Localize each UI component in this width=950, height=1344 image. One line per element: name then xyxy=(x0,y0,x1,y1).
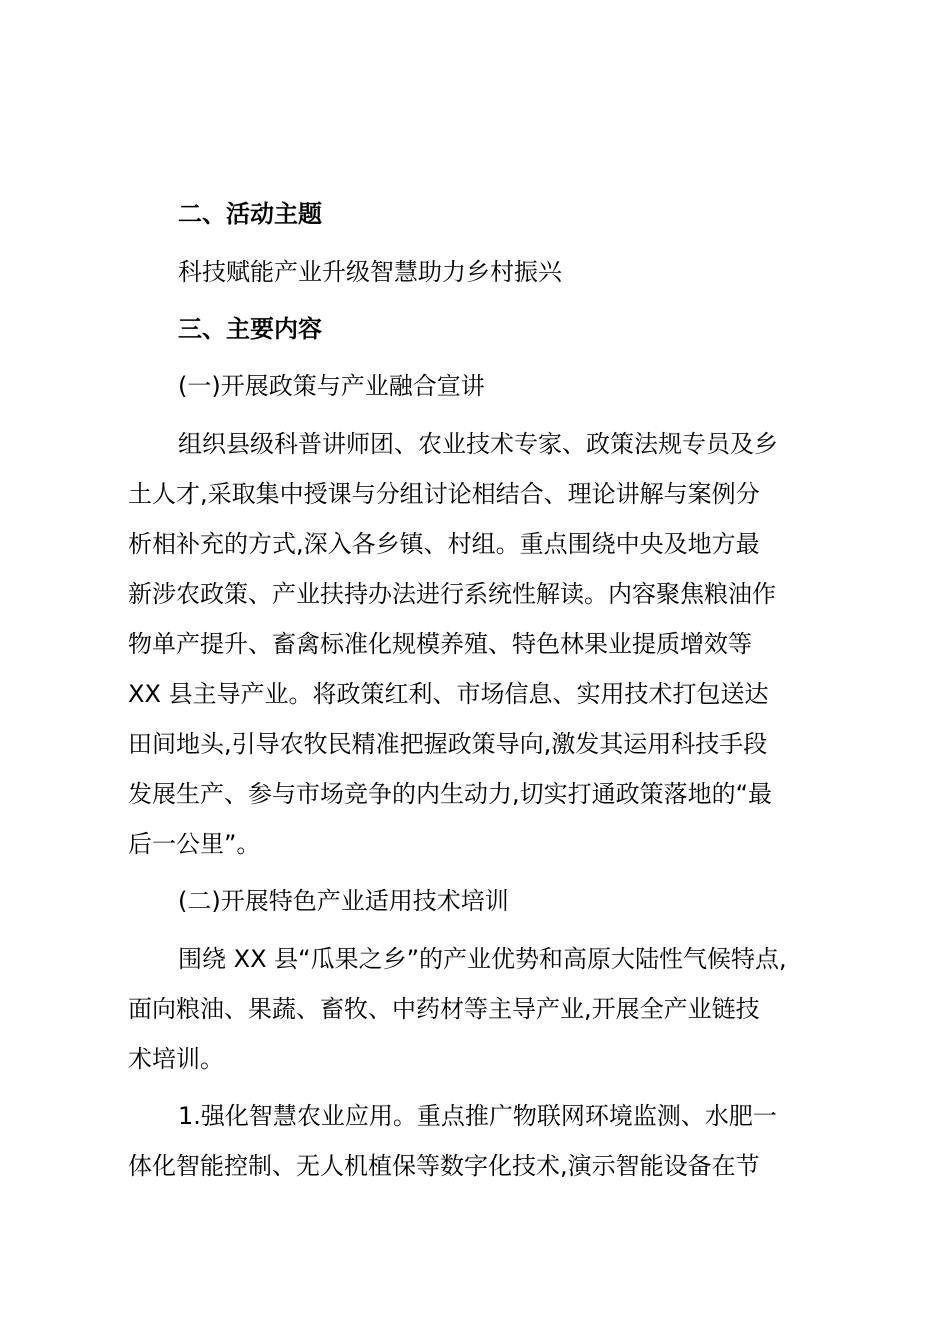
paragraph-line: 术培训。 xyxy=(128,1045,224,1073)
paragraph-line: 发展生产、参与市场竞争的内生动力,切实打通政策落地的“最 xyxy=(128,780,773,808)
paragraph-line: 田间地头,引导农牧民精准把握政策导向,激发其运用科技手段 xyxy=(128,730,768,758)
paragraph-line: 组织县级科普讲师团、农业技术专家、政策法规专员及乡 xyxy=(178,430,778,458)
section-one-title: (一)开展政策与产业融合宣讲 xyxy=(178,372,485,400)
paragraph-line: 物单产提升、畜禽标准化规模养殖、特色林果业提质增效等 xyxy=(128,630,752,658)
paragraph-line: 土人才,采取集中授课与分组讨论相结合、理论讲解与案例分 xyxy=(128,480,760,508)
theme-text: 科技赋能产业升级智慧助力乡村振兴 xyxy=(178,258,562,286)
paragraph-line: 体化智能控制、无人机植保等数字化技术,演示智能设备在节 xyxy=(128,1152,760,1180)
paragraph-line: 1.强化智慧农业应用。重点推广物联网环境监测、水肥一 xyxy=(178,1102,777,1130)
paragraph-line: 后一公里”。 xyxy=(128,830,261,858)
paragraph-line: 面向粮油、果蔬、畜牧、中药材等主导产业,开展全产业链技 xyxy=(128,995,760,1023)
paragraph-line: 新涉农政策、产业扶持办法进行系统性解读。内容聚焦粮油作 xyxy=(128,580,776,608)
heading-activity-theme: 二、活动主题 xyxy=(178,200,322,228)
paragraph-line: XX 县主导产业。将政策红利、市场信息、实用技术打包送达 xyxy=(128,680,769,708)
paragraph-line: 围绕 XX 县“瓜果之乡”的产业优势和高原大陆性气候特点, xyxy=(178,945,787,973)
paragraph-line: 析相补充的方式,深入各乡镇、村组。重点围绕中央及地方最 xyxy=(128,530,760,558)
heading-main-content: 三、主要内容 xyxy=(178,315,322,343)
section-two-title: (二)开展特色产业适用技术培训 xyxy=(178,887,509,915)
